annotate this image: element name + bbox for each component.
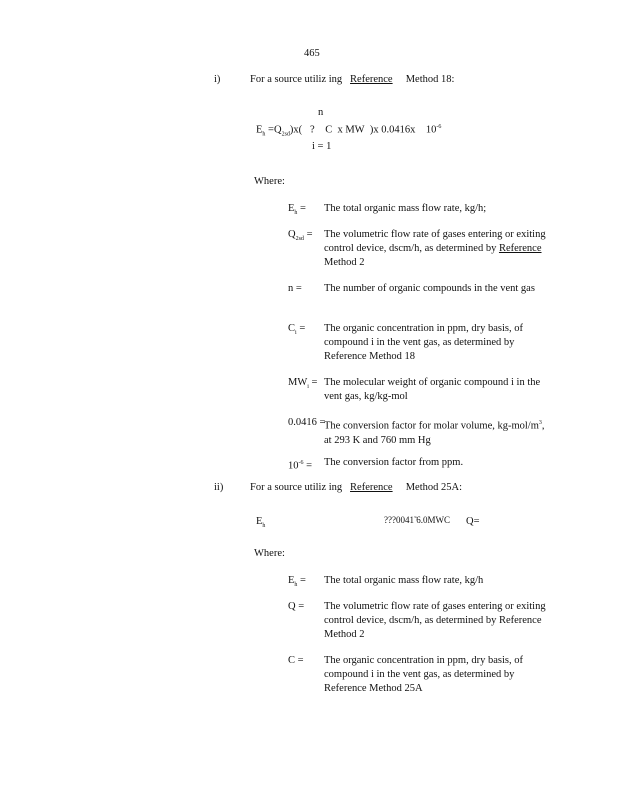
- section-ii-marker: ii): [214, 482, 224, 493]
- page-number: 465: [304, 48, 320, 59]
- definition-mwi: $MW_i$ = The molecular weight of organic compound i in the vent gas, kg/kg-mol: [288, 377, 541, 402]
- where-label: Where:: [254, 176, 285, 187]
- definition-conversion-molar: 0.0416 = The conversion factor for molar volume, $kg-mol/m^3$, at 293 K and 760 mm Hg: [288, 417, 545, 446]
- definition-q: Q = The volumetric flow rate of gases entering or exiting control device, dscm/h, as determined by Reference Method 2: [288, 601, 546, 640]
- equation-i: $E_h =Q_{2sd})x$( ? C x MW )x 0.0416x $10^{-6}$: [256, 124, 442, 138]
- definition-eh: $E_h$ = The total organic mass flow rate, kg/h;: [288, 203, 487, 217]
- section-i-marker: i): [214, 74, 221, 85]
- equation-ii-lhs: $E_h$: [256, 516, 266, 530]
- definition-c: C = The organic concentration in ppm, dry basis, of compound i in the vent gas, as determined by Reference Method 25A: [288, 655, 523, 694]
- definition-q2sd: $Q_{2sd}$ = The volumetric flow rate of gases entering or exiting control device, dscm/h, as determined by Reference Method 2: [288, 229, 546, 268]
- equation-ii-q: Q=: [466, 516, 480, 527]
- section-ii-intro: For a source utiliz ing Reference Method 25A:: [250, 482, 463, 493]
- definition-n: n = The number of organic compounds in the vent gas: [288, 283, 535, 294]
- equation-lower-limit: i = 1: [312, 141, 332, 152]
- reference-link: Reference: [350, 74, 393, 85]
- definition-conversion-ppm: $10^{-6}$ = The conversion factor from ppm.: [288, 457, 464, 472]
- equation-ii-garbled: ???0041̃ 6.0MWC: [384, 515, 450, 525]
- section-i-intro: For a source utiliz ing Reference Method 18:: [250, 74, 455, 85]
- where-label: Where:: [254, 548, 285, 559]
- equation-upper-limit: n: [318, 107, 324, 118]
- definition-eh: $E_h$ = The total organic mass flow rate, kg/h: [288, 575, 484, 589]
- definition-ci: $C_i$ = The organic concentration in ppm, dry basis, of compound i in the vent gas, as determined by Reference Method 18: [288, 323, 523, 362]
- reference-link: Reference: [350, 482, 393, 493]
